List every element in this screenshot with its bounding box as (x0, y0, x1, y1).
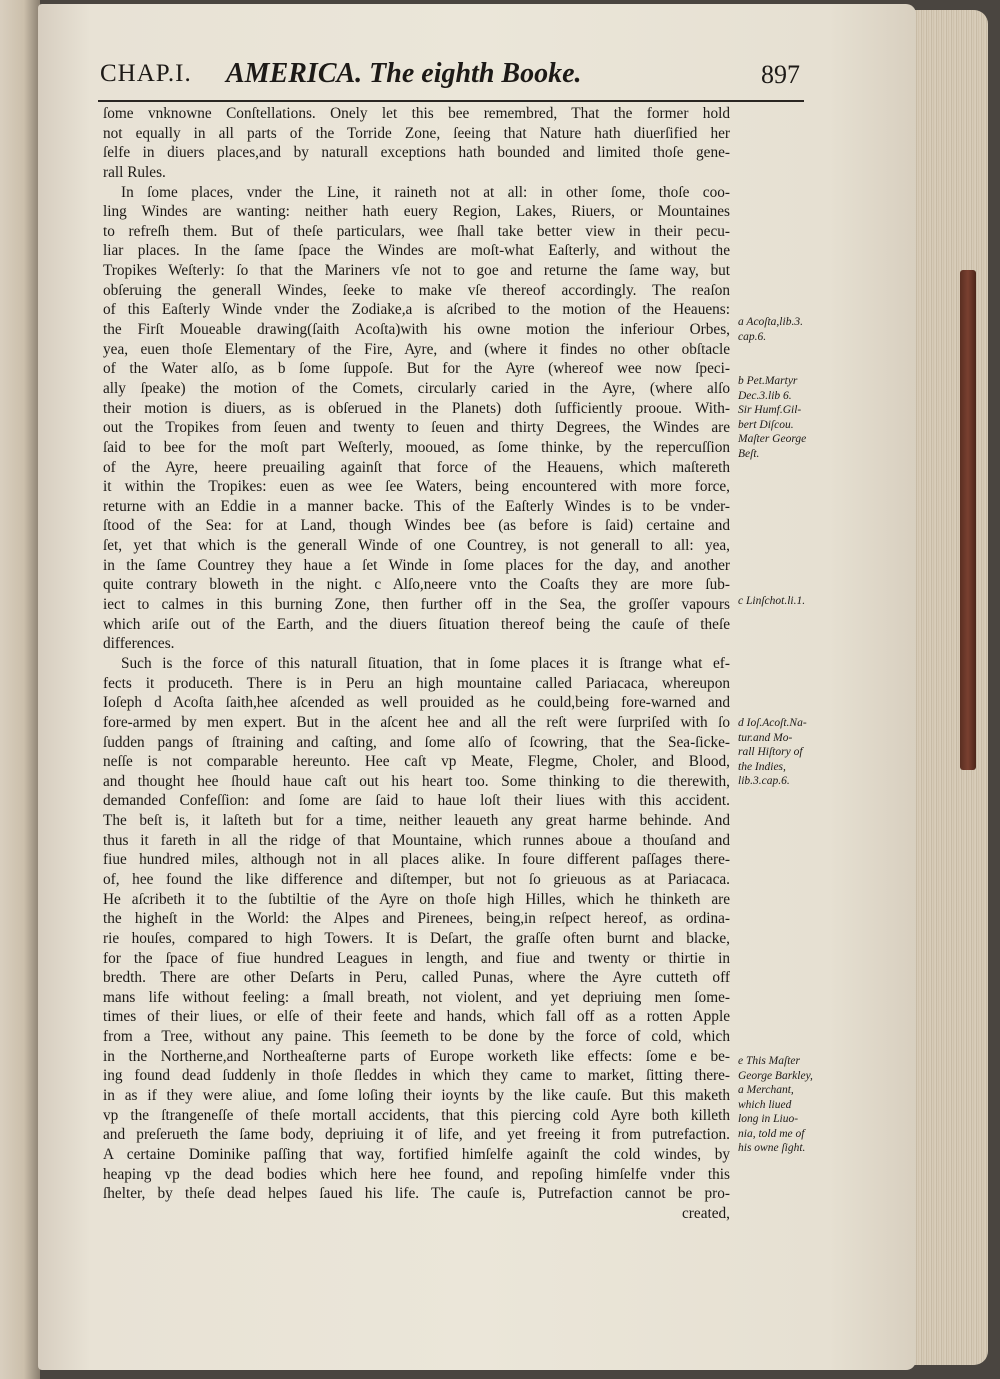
text-line: of this Eaſterly Winde vnder the Zodiake,a is aſcribed to the motion of the Heauens: (103, 301, 730, 319)
margin-note-line: the Indies, (738, 760, 786, 773)
margin-note-line: a Merchant, (738, 1084, 794, 1096)
text-line: of the Water alſo, as b ſome ſuppoſe. But for the Ayre (whereof wee now ſpeci- (103, 360, 730, 378)
margin-note-line: tur.and Mo- (738, 731, 793, 744)
text-line: Ioſeph d Acoſta ſaith,hee aſcended as well prouided as he could,being fore-warned and (103, 694, 730, 712)
margin-note-line: which liued (738, 1098, 792, 1111)
margin-note-line: cap.6. (738, 330, 767, 343)
margin-note-line: lib.3.cap.6. (738, 775, 790, 787)
text-line: In ſome places, vnder the Line, it raineth not at all: in other ſome, thoſe coo- (121, 183, 730, 201)
text-line: the higheſt in the World: the Alpes and Pirenees, being,in reſpect hereof, as ordina- (103, 910, 730, 928)
margin-note-line: bert Diſcou. (738, 418, 794, 431)
margin-note-line: Maſter George (738, 433, 807, 445)
text-line: differences. (103, 635, 175, 653)
body-text (103, 104, 730, 1224)
margin-note-d (738, 716, 830, 789)
text-line: heaping vp the dead bodies which here hee found, and repoſing himſelfe vnder this (103, 1165, 730, 1183)
text-line: obſeruing the generall Windes, ſeeke to make vſe thereof accordingly. The reaſon (103, 281, 730, 299)
running-header (98, 58, 806, 94)
text-line: their motion is diuers, as is obſerued in the Planets) doth ſufficiently prooue. With- (103, 399, 730, 417)
page-number: 897 (761, 60, 800, 89)
text-line: mans life without feeling: a ſmall breath, not violent, and yet depriuing men ſome- (103, 988, 730, 1006)
text-line: thus it fareth in all the ridge of that Mountaine, which runnes aboue a thouſand and (103, 831, 730, 849)
text-line: liar places. In the ſame ſpace the Windes are moſt-what Eaſterly, and without the (103, 242, 730, 260)
text-line: rall Rules. (103, 163, 166, 181)
text-line: fects it produceth. There is in Peru an high mountaine called Pariacaca, whereupon (103, 674, 730, 692)
text-line: rie houſes, compared to high Towers. It is Deſart, the graſſe often burnt and blacke, (103, 929, 730, 947)
margin-note-line: c Linſchot.li.1. (738, 595, 806, 607)
text-line: yea, euen thoſe Elementary of the Fire, Ayre, and (where it findes no other obſtacle (103, 340, 730, 358)
text-line: of, hee found the like difference and diſtemper, but not ſo grieuous as at Pariacaca. (103, 870, 730, 888)
margin-note-c (738, 594, 830, 609)
text-line: vp the ſtrangeneſſe of theſe mortall accidents, that this piercing cold Ayre both killeth (103, 1106, 730, 1124)
margin-note-line: e This Maſter (738, 1055, 800, 1067)
margin-note-line: Sir Humf.Gil- (738, 404, 802, 416)
margin-note-line: d Ioſ.Acoſt.Na- (738, 717, 807, 729)
text-line: fiue hundred miles, although not in all places alike. In foure different paſſages there- (103, 851, 730, 869)
text-line: ſudden pangs of ſtraining and caſting, and ſome alſo of ſcowring, that the Sea-ſicke- (103, 733, 730, 751)
margin-note-line: Beſt. (738, 447, 760, 460)
text-line: A certaine Dominike paſſing that way, fortified himſelfe againſt the cold windes, by (103, 1145, 730, 1163)
book-fore-edge (912, 10, 988, 1365)
margin-note-line: his owne ſight. (738, 1142, 806, 1154)
ribbon-bookmark (960, 270, 976, 770)
header-rule (98, 100, 804, 102)
text-line: of the Ayre, heere preuailing againſt that force of the Heauens, which maſtereth (103, 458, 730, 476)
text-line: times of their liues, or elſe of their feete and hands, which fall off as a rotten Apple (103, 1008, 730, 1026)
text-line: in the ſame Countrey they haue a ſet Winde in ſome places for the day, and another (103, 556, 730, 574)
text-line: Tropikes Weſterly: ſo that the Mariners vſe not to goe and returne the ſame way, but (103, 262, 730, 280)
text-line: ling Windes are wanting: neither hath euery Region, Lakes, Riuers, or Mountaines (103, 203, 730, 221)
margin-note-line: George Barkley, (738, 1069, 813, 1082)
text-line: it within the Tropikes: euen as wee ſee Waters, being encountered with more force, (103, 478, 730, 496)
book-title: AMERICA. The eighth Booke. (226, 58, 582, 89)
text-line: to refreſh them. But of theſe particulars, wee ſhall take better view in their pecu- (103, 222, 730, 240)
text-line: He aſcribeth it to the ſubtiltie of the Ayre on thoſe high Hilles, which he thinketh are (103, 890, 730, 908)
margin-note-line: long in Liuo- (738, 1113, 799, 1125)
text-line: ing found dead ſuddenly in thoſe ſleddes in which they came to market, ſitting there- (103, 1067, 730, 1085)
text-line: and thought hee ſhould haue caſt out his heart too. Some thinking to die therewith, (103, 772, 730, 790)
facing-page-edge (0, 0, 40, 1379)
text-line: in as if they were aliue, and ſome loſing their ioynts by the like cauſe. But this maketh (103, 1087, 730, 1105)
text-line: out the Tropikes from ſeuen and twenty to ſeuen and thirty Degrees, the Windes are (103, 419, 730, 437)
text-line: ſaid to bee for the moſt part Weſterly, mooued, as ſome thinke, by the repercuſſion (103, 438, 730, 456)
chapter-label: CHAP.I. (100, 60, 192, 87)
text-line: created, (682, 1204, 730, 1222)
text-line: ſhelter, by theſe dead helpes ſaued his life. The cauſe is, Putrefaction cannot be pro- (103, 1185, 730, 1203)
margin-note-line: nia, told me of (738, 1127, 805, 1140)
text-line: ſtood of the Sea: for at Land, though Windes bee (as before is ſaid) certaine and (103, 517, 730, 535)
text-line: fore-armed by men expert. But in the aſcent hee and all the reſt were ſurpriſed with ſo (103, 713, 730, 731)
text-line: ally ſpeake) the motion of the Comets, circularly caried in the Ayre, (where alſo (103, 379, 730, 397)
text-line: The beſt is, it laſteth but for a time, neither leaueth any great harme behinde. And (103, 812, 730, 830)
margin-note-line: Dec.3.lib 6. (738, 389, 792, 402)
margin-note-line: b Pet.Martyr (738, 375, 798, 387)
text-line: neſſe is not comparable hereunto. Hee caſt vp Meate, Flegme, Choler, and Blood, (103, 753, 730, 771)
text-line: demanded Confeſſion: and ſome are ſaid to haue loſt their liues with this accident. (103, 792, 730, 810)
text-line: and preſerueth the ſame body, depriuing it of life, and yet freeing it from putrefaction. (103, 1126, 730, 1144)
text-line: the Firſt Moueable drawing(ſaith Acoſta)with his owne motion the inferiour Orbes, (103, 321, 730, 339)
text-line: ſome vnknowne Conſtellations. Onely let this bee remembred, That the former hold (103, 105, 730, 122)
text-line: bredth. There are other Deſarts in Peru, called Punas, where the Ayre cutteth off (103, 969, 730, 987)
margin-note-b (738, 374, 830, 461)
margin-note-line: rall Hiſtory of (738, 746, 803, 758)
text-line: in the Northerne,and Northeaſterne parts of Europe worketh like effects: ſome e be- (103, 1047, 730, 1065)
text-line: Such is the force of this naturall ſituation, that in ſome places it is ſtrange what ef- (121, 654, 730, 672)
text-line: for the ſpace of fiue hundred Leagues in length, and fiue and twenty or thirtie in (103, 949, 730, 967)
margin-note-line: a Acoſta,lib.3. (738, 316, 803, 328)
text-line: returne with an Eddie in a manner backe. This of the Eaſterly Windes is to be vnder- (103, 497, 730, 515)
margin-note-e (738, 1054, 830, 1156)
text-line: ſelfe in diuers places,and by naturall exceptions hath bounded and limited thoſe gene- (103, 144, 730, 162)
text-line: iect to calmes in this burning Zone, then further off in the Sea, the groſſer vapours (103, 596, 730, 614)
text-line: quite contrary bloweth in the night. c Alſo,neere vnto the Coaſts they are more ſub- (103, 576, 730, 594)
text-line: not equally in all parts of the Torride Zone, ſeeing that Nature hath diuerſified her (103, 124, 730, 142)
margin-note-a (738, 315, 830, 344)
text-line: which ariſe out of the Earth, and the diuers ſituation thereof being the cauſe of theſe (103, 615, 730, 633)
text-line: from a Tree, without any paine. This ſeemeth to be done by the force of cold, which (103, 1028, 730, 1046)
text-line: ſet, yet that which is the generall Winde of one Countrey, is not generall to all: yea, (103, 537, 730, 555)
